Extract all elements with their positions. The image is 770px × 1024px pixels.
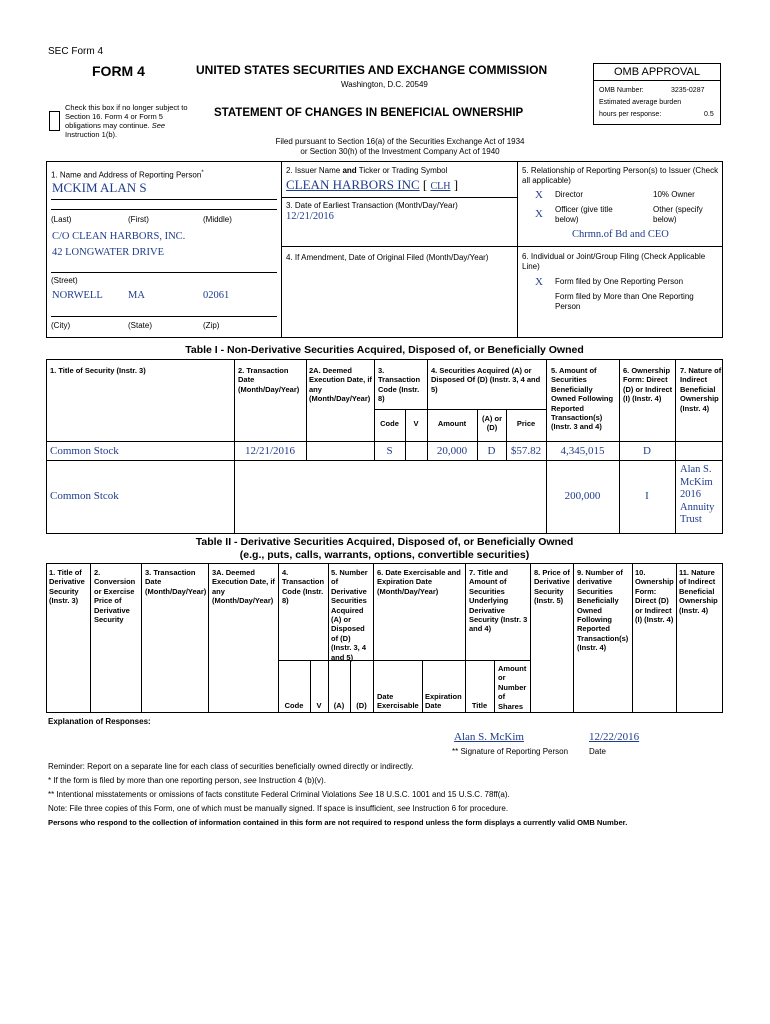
t2-h-number: 5. Number of Derivative Securities Acquired (A) or Disposed of (D) (Instr. 3, 4 and 5) [331,568,368,662]
t2-sub-v: V [316,701,322,710]
t1-sub-price: Price [516,419,536,428]
table2-subtitle: (e.g., puts, calls, warrants, options, convertible securities) [239,549,530,561]
omb-title: OMB APPROVAL [614,66,700,78]
box5-label: 5. Relationship of Reporting Person(s) to Issuer (Check all applicable) [522,166,719,185]
director-label: Director [555,190,584,199]
officer-title: Chrmn.of Bd and CEO [572,229,669,240]
t2-sub-d: (D) [356,701,367,710]
sec-form-label: SEC Form 4 [48,46,104,57]
omb-hours-value: 0.5 [704,111,714,118]
table-row: D [487,445,496,457]
reporting-person-name: MCKIM ALAN S [52,180,147,195]
t2-h-underlying: 7. Title and Amount of Securities Underlying Derivative Security (Instr. 3 and 4) [469,568,528,634]
t1-h-title: 1. Title of Security (Instr. 3) [50,366,146,375]
director-checkbox[interactable]: X [535,189,543,201]
explanation-label: Explanation of Responses: [48,717,151,726]
t2-h-nature: 11. Nature of Indirect Beneficial Ownership (Instr. 4) [679,568,718,615]
t1-h-nature: 7. Nature of Indirect Beneficial Ownership (Instr. 4) [680,366,722,413]
box2-label: 2. Issuer Name and Ticker or Trading Symbol [286,166,448,175]
t2-h-title: 1. Title of Derivative Security (Instr. 3) [49,568,85,606]
table-row: Alan S. McKim 2016 Annuity Trust [680,464,715,525]
box6-label: 6. Individual or Joint/Group Filing (Check Applicable Line) [522,252,706,271]
t2-sub-a: (A) [333,701,345,710]
state-label: (State) [128,321,153,330]
t1-h-code: 3. Transaction Code (Instr. 8) [378,366,421,404]
table-row: 200,000 [564,490,601,502]
t2-h-exercisable: 6. Date Exercisable and Expiration Date (Month/Day/Year) [377,568,461,596]
omb-number-label: OMB Number: [599,87,644,94]
one-person-checkbox[interactable]: X [535,276,543,288]
omb-hours-label: hours per response: [599,111,662,118]
table-row: S [386,445,393,457]
t2-sub-date-exercisable: Date Exercisable [377,692,419,711]
table-row: $57.82 [510,445,542,457]
t2-h-price: 8. Price of Derivative Security (Instr. 5) [534,568,570,606]
officer-label: Officer (give title below) [555,205,613,224]
t2-sub-amount: Amount or Number of Shares [498,664,527,711]
reminder: Reminder: Report on a separate line for each class of securities beneficially owned directly or indirectly. [48,762,414,771]
table-row: I [645,490,649,502]
persons-notice: Persons who respond to the collection of information contained in this form are not required to respond unless the form displays a currently valid OMB Number. [48,818,628,827]
date-label: Date [589,747,606,756]
omb-burden-label: Estimated average burden [599,99,682,106]
filed-pursuant-line1: Filed pursuant to Section 16(a) of the Securities Exchange Act of 1934 [275,137,525,146]
t2-sub-title: Title [471,701,488,710]
address-line1: C/O CLEAN HARBORS, INC. [52,231,186,242]
t2-h-deemed: 3A. Deemed Execution Date, if any (Month/Day/Year) [212,568,275,606]
t1-sub-ad: (A) or (D) [482,414,502,433]
middle-label: (Middle) [203,215,232,224]
t1-h-securities: 4. Securities Acquired (A) or Disposed Of (D) (Instr. 3, 4 and 5) [431,366,541,394]
table1-title: Table I - Non-Derivative Securities Acquired, Disposed of, or Beneficially Owned [185,344,584,356]
t2-sub-expiration: Expiration Date [425,692,462,711]
t1-h-owned: 5. Amount of Securities Beneficially Owned Following Reported Transaction(s) (Instr. 3 and 4) [551,366,614,432]
t2-h-form: 10. Ownership Form: Direct (D) or Indirect (I) (Instr. 4) [635,568,674,625]
note-multiple-persons: * If the form is filed by more than one reporting person, see Instruction 4 (b)(v). [48,776,326,785]
table-row: Common Stcok [50,490,119,502]
t2-h-derivative-owned: 9. Number of derivative Securities Beneficially Owned Following Reported Transaction(s) (Instr. 4) [577,568,629,653]
ten-percent-owner-label: 10% Owner [653,190,695,199]
box1-label: 1. Name and Address of Reporting Person* [51,170,204,180]
address-line2: 42 LONGWATER DRIVE [52,247,164,258]
one-person-label: Form filed by One Reporting Person [555,277,684,286]
no-longer-subject-checkbox[interactable] [49,111,60,131]
t1-h-date: 2. Transaction Date (Month/Day/Year) [238,366,300,394]
t1-h-deemed: 2A. Deemed Execution Date, if any (Month/Day/Year) [309,366,372,404]
form-title: FORM 4 [92,63,145,79]
t1-sub-amount: Amount [437,419,467,428]
statement-title: STATEMENT OF CHANGES IN BENEFICIAL OWNERSHIP [214,107,524,119]
checkbox-instructions: Check this box if no longer subject to Section 16. Form 4 or Form 5 obligations may continue. See Instruction 1(b). [65,103,188,139]
agency-title: UNITED STATES SECURITIES AND EXCHANGE COMMISSION [196,63,548,77]
table-row: D [643,445,651,457]
filed-pursuant-line2: or Section 30(h) of the Investment Company Act of 1940 [300,147,500,156]
note-misstatements: ** Intentional misstatements or omissions of facts constitute Federal Criminal Violations See 18 U.S.C. 1001 and 15 U.S.C. 78ff(a). [48,790,510,799]
zip-label: (Zip) [203,321,220,330]
t2-sub-code: Code [284,701,304,710]
table-row: 20,000 [436,445,468,457]
box4-label: 4. If Amendment, Date of Original Filed (Month/Day/Year) [286,253,489,262]
signature-label: ** Signature of Reporting Person [452,747,569,756]
note-copies: Note: File three copies of this Form, one of which must be manually signed. If space is insufficient, see Instruction 6 for procedure. [48,804,509,813]
t2-h-code: 4. Transaction Code (Instr. 8) [282,568,325,606]
t1-h-form: 6. Ownership Form: Direct (D) or Indirect (I) (Instr. 4) [623,366,673,404]
state-value: MA [128,290,145,301]
last-label: (Last) [51,215,72,224]
signature-date: 12/22/2016 [589,731,640,743]
first-label: (First) [128,215,149,224]
table-row: Common Stock [50,445,119,457]
t2-h-date: 3. Transaction Date (Month/Day/Year) [145,568,207,596]
issuer-name: CLEAN HARBORS INC [ CLH ] [286,177,459,192]
street-label: (Street) [51,276,78,285]
table2-title: Table II - Derivative Securities Acquired, Disposed of, or Beneficially Owned [195,536,574,548]
t1-sub-code: Code [380,419,399,428]
omb-approval-box [593,63,721,125]
other-label: Other (specify below) [653,205,703,224]
city-label: (City) [51,321,71,330]
omb-number-value: 3235-0287 [671,87,705,94]
city-value: NORWELL [52,290,103,301]
earliest-transaction-date: 12/21/2016 [286,211,334,222]
more-persons-label: Form filed by More than One Reporting Person [555,292,694,311]
t1-sub-v: V [413,419,419,428]
agency-city: Washington, D.C. 20549 [341,80,428,89]
box3-label: 3. Date of Earliest Transaction (Month/Day/Year) [286,201,458,210]
zip-value: 02061 [203,290,230,301]
signature: Alan S. McKim [454,731,524,743]
table-row: 4,345,015 [560,445,605,457]
officer-checkbox[interactable]: X [535,208,543,220]
t2-h-conversion: 2. Conversion or Exercise Price of Derivative Security [94,568,136,625]
table-row: 12/21/2016 [244,445,296,457]
